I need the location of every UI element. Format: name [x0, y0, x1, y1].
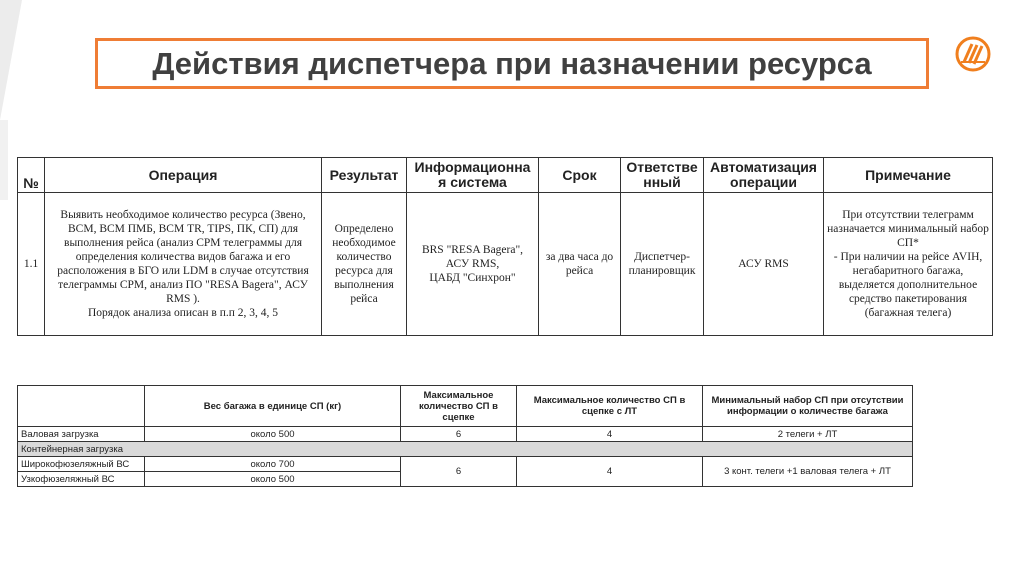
header-result: Результат	[322, 158, 407, 193]
row-bulk-min-set: 2 телеги + ЛТ	[703, 427, 913, 442]
header-note: Примечание	[824, 158, 993, 193]
table-row	[18, 427, 913, 442]
table-header-row	[18, 158, 993, 193]
baggage-header-min-set: Минимальный набор СП при отсутствии информации о количестве багажа	[703, 386, 913, 427]
table-row	[18, 442, 913, 457]
decorative-strip	[0, 120, 8, 200]
cell-responsible: Диспетчер-планировщик	[621, 193, 704, 336]
baggage-header-max: Максимальное количество СП в сцепке	[401, 386, 517, 427]
header-operation: Операция	[45, 158, 322, 193]
row-narrow-name: Узкофюзеляжный ВС	[18, 472, 145, 487]
row-wide-weight: около 700	[145, 457, 401, 472]
cell-term: за два часа до рейса	[539, 193, 621, 336]
cell-number: 1.1	[18, 193, 45, 336]
cell-note: При отсутствии телеграмм назначается минимальный набор СП* - При наличии на рейсе AVIH, негабаритного багажа, выделяется дополнительное средство пакетирования (багажная телега)	[824, 193, 993, 336]
header-number: №	[18, 158, 45, 193]
row-narrow-weight: около 500	[145, 472, 401, 487]
baggage-header-empty	[18, 386, 145, 427]
title-box	[95, 38, 929, 89]
cell-operation: Выявить необходимое количество ресурса (Звено, ВСМ, ВСМ ПМБ, ВСМ TR, TIPS, ПК, СП) для выполнения рейса (анализ СРМ телеграммы для определения количества видов багажа и его расположения в БГО или LDM в случае отсутствия телеграммы СРМ, анализ ПО "RESA Bagera", АСУ RMS ). Порядок анализа описан в п.п 2, 3, 4, 5	[45, 193, 322, 336]
row-container-min-set: 3 конт. телеги +1 валовая телега + ЛТ	[703, 457, 913, 487]
baggage-header-max-lt: Максимальное количество СП в сцепке с ЛТ	[517, 386, 703, 427]
header-info-system: Информационна я система	[407, 158, 539, 193]
header-responsible: Ответстве нный	[621, 158, 704, 193]
header-term: Срок	[539, 158, 621, 193]
row-bulk-weight: около 500	[145, 427, 401, 442]
row-wide-name: Широкофюзеляжный ВС	[18, 457, 145, 472]
row-bulk-name: Валовая загрузка	[18, 427, 145, 442]
cell-automation: АСУ RMS	[704, 193, 824, 336]
baggage-table	[17, 385, 913, 487]
table-row	[18, 457, 913, 472]
header-automation: Автоматизация операции	[704, 158, 824, 193]
baggage-header-weight: Вес багажа в единице СП (кг)	[145, 386, 401, 427]
row-container-max: 6	[401, 457, 517, 487]
operations-table	[17, 157, 993, 336]
row-container-max-lt: 4	[517, 457, 703, 487]
page-title: Действия диспетчера при назначении ресурса	[152, 45, 872, 81]
row-bulk-max: 6	[401, 427, 517, 442]
company-logo-icon	[955, 36, 991, 72]
cell-info-system: BRS "RESA Bagera", АСУ RMS, ЦАБД "Синхрон"	[407, 193, 539, 336]
decorative-corner	[0, 0, 22, 120]
row-container-label: Контейнерная загрузка	[18, 442, 913, 457]
cell-result: Определено необходимое количество ресурса для выполнения рейса	[322, 193, 407, 336]
baggage-header-row	[18, 386, 913, 427]
table-row	[18, 193, 993, 336]
row-bulk-max-lt: 4	[517, 427, 703, 442]
